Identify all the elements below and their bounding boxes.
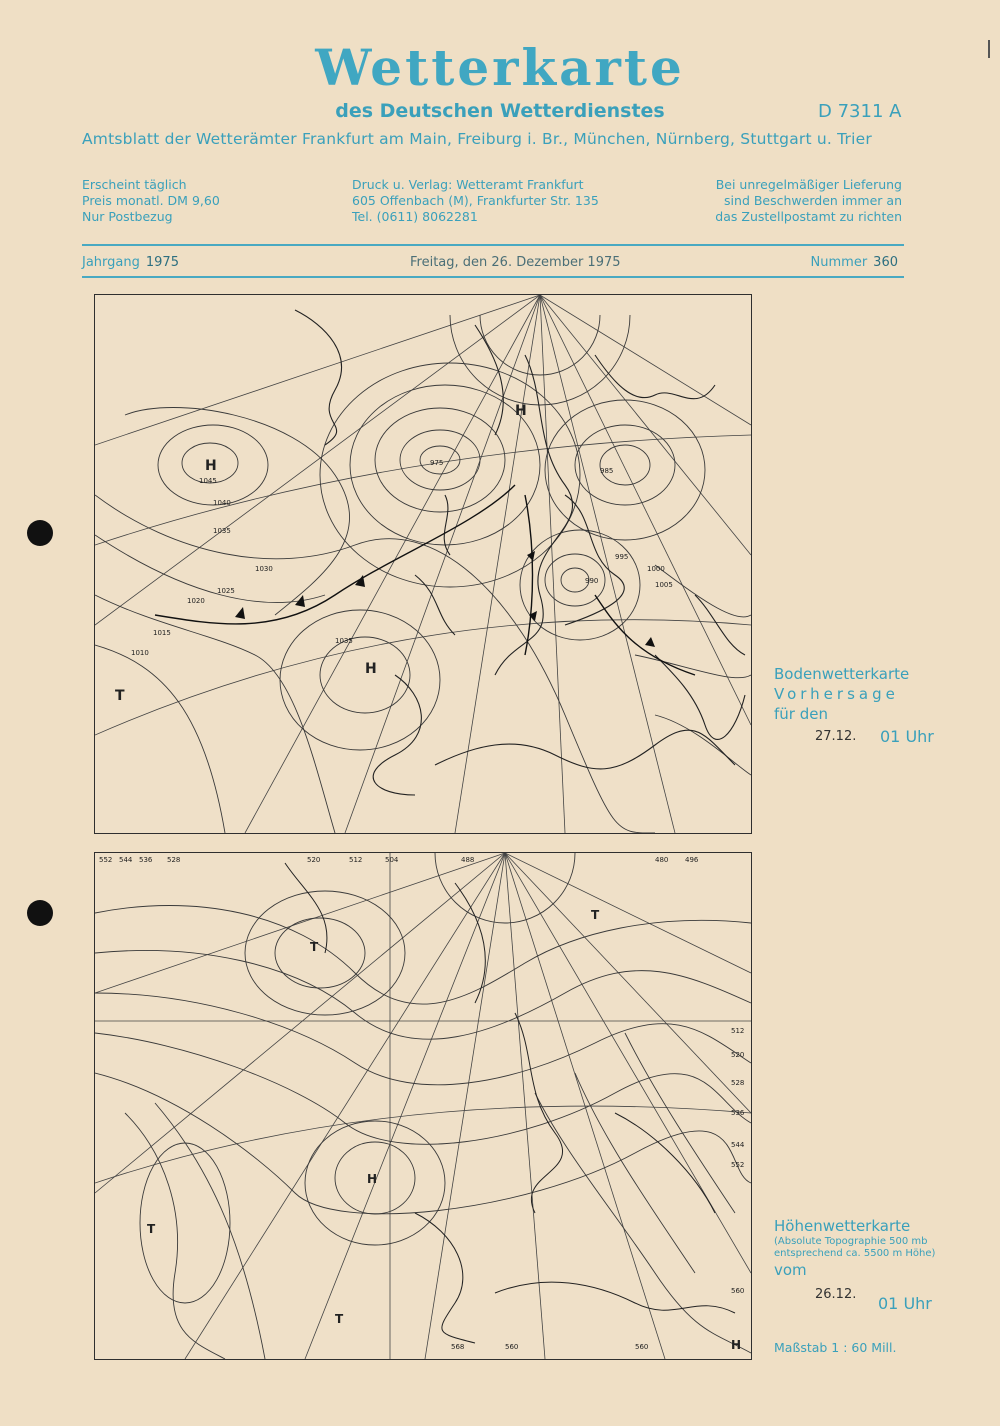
info-line: Erscheint täglich: [82, 177, 187, 192]
contour-label: 528: [731, 1079, 745, 1087]
isobar-label: 995: [615, 553, 629, 561]
height-center-low: T: [310, 940, 319, 954]
contour-label: 552: [731, 1161, 745, 1169]
nummer-value: 360: [873, 255, 898, 270]
contour-label: 488: [461, 856, 475, 864]
isobar-label: 1040: [213, 499, 231, 507]
isobar-label: 1015: [153, 629, 171, 637]
punch-hole: [27, 900, 53, 926]
contour-label: 536: [731, 1109, 745, 1117]
page-title: Wetterkarte: [315, 38, 685, 97]
nummer-label: Nummer: [810, 255, 868, 270]
contour-label: 536: [139, 856, 153, 864]
caption-line: für den: [774, 705, 828, 723]
isobar-label: 1005: [655, 581, 673, 589]
contour-label: 512: [349, 856, 363, 864]
jahrgang-label: Jahrgang: [82, 255, 140, 270]
map-scale: Maßstab 1 : 60 Mill.: [774, 1340, 897, 1355]
info-line: Nur Postbezug: [82, 209, 173, 224]
info-line: 605 Offenbach (M), Frankfurter Str. 135: [352, 193, 599, 208]
height-center-low: T: [147, 1222, 156, 1236]
contour-label: 544: [119, 856, 133, 864]
contour-label: 520: [307, 856, 321, 864]
contour-label: 568: [451, 1343, 465, 1351]
isobar-label: 985: [600, 467, 614, 475]
edge-mark: [988, 40, 990, 58]
publisher-info: [352, 177, 599, 225]
pressure-center-high: H: [515, 403, 527, 419]
contour-label: 528: [167, 856, 181, 864]
contour-label: 480: [655, 856, 669, 864]
isobar-label: 975: [430, 459, 444, 467]
jahrgang-value: 1975: [145, 255, 179, 270]
caption-line: Bodenwetterkarte: [774, 665, 910, 683]
surface-weather-map: [94, 294, 752, 834]
caption-line: Vorhersage: [774, 685, 899, 703]
isobar-label: 1035: [213, 527, 231, 535]
divider: [82, 244, 904, 246]
isobar-label: 1045: [199, 477, 217, 485]
surface-map-graphic: [95, 295, 751, 833]
contour-label: 496: [685, 856, 699, 864]
contour-label: 552: [99, 856, 113, 864]
isobar-label: 990: [585, 577, 599, 585]
surface-map-caption: [774, 664, 909, 724]
info-line: das Zustellpostamt zu richten: [715, 209, 902, 224]
issue-number: [811, 255, 898, 270]
punch-hole: [27, 520, 53, 546]
upper-map-graphic: [95, 853, 751, 1359]
subscription-info: [82, 177, 220, 225]
info-line: Bei unregelmäßiger Lieferung: [715, 177, 902, 192]
upper-map-caption: [774, 1216, 935, 1280]
delivery-info: [715, 177, 902, 225]
isobar-label: 1035: [335, 637, 353, 645]
upper-map-date: 26.12.: [815, 1287, 857, 1302]
isobar-label: 1000: [647, 565, 665, 573]
height-center-high: H: [731, 1338, 742, 1352]
caption-line: vom: [774, 1261, 807, 1279]
pressure-center-high: H: [205, 458, 217, 474]
contour-label: 560: [635, 1343, 649, 1351]
caption-line: entsprechend ca. 5500 m Höhe): [774, 1248, 936, 1259]
pressure-center-high: H: [365, 661, 377, 677]
contour-label: 560: [731, 1287, 745, 1295]
divider: [82, 276, 904, 278]
height-center-high: H: [367, 1172, 378, 1186]
isobar-label: 1030: [255, 565, 273, 573]
jahrgang: [82, 255, 179, 270]
height-center-low: T: [591, 908, 600, 922]
info-line: Druck u. Verlag: Wetteramt Frankfurt: [352, 177, 584, 192]
isobar-label: 1020: [187, 597, 205, 605]
caption-line: Höhenwetterkarte: [774, 1217, 911, 1235]
issue-date: Freitag, den 26. Dezember 1975: [410, 255, 621, 270]
info-line: sind Beschwerden immer an: [724, 193, 902, 208]
surface-map-time: 01 Uhr: [880, 727, 934, 746]
caption-line: (Absolute Topographie 500 mb: [774, 1236, 928, 1247]
surface-map-date: 27.12.: [815, 729, 857, 744]
isobar-label: 1025: [217, 587, 235, 595]
publication-code: D 7311 A: [818, 101, 902, 122]
info-line: Tel. (0611) 8062281: [352, 209, 478, 224]
contour-label: 520: [731, 1051, 745, 1059]
contour-label: 512: [731, 1027, 745, 1035]
isobar-label: 1010: [131, 649, 149, 657]
contour-label: 504: [385, 856, 399, 864]
page-subtitle: des Deutschen Wetterdienstes: [335, 100, 665, 122]
contour-label: 544: [731, 1141, 745, 1149]
upper-map-time: 01 Uhr: [878, 1294, 932, 1313]
upper-air-map: [94, 852, 752, 1360]
height-center-low: T: [335, 1312, 344, 1326]
contour-label: 560: [505, 1343, 519, 1351]
amtsblatt-line: Amtsblatt der Wetterämter Frankfurt am Main, Freiburg i. Br., München, Nürnberg, Stuttgart u. Trier: [82, 130, 872, 148]
info-line: Preis monatl. DM 9,60: [82, 193, 220, 208]
pressure-center-low: T: [115, 688, 125, 704]
